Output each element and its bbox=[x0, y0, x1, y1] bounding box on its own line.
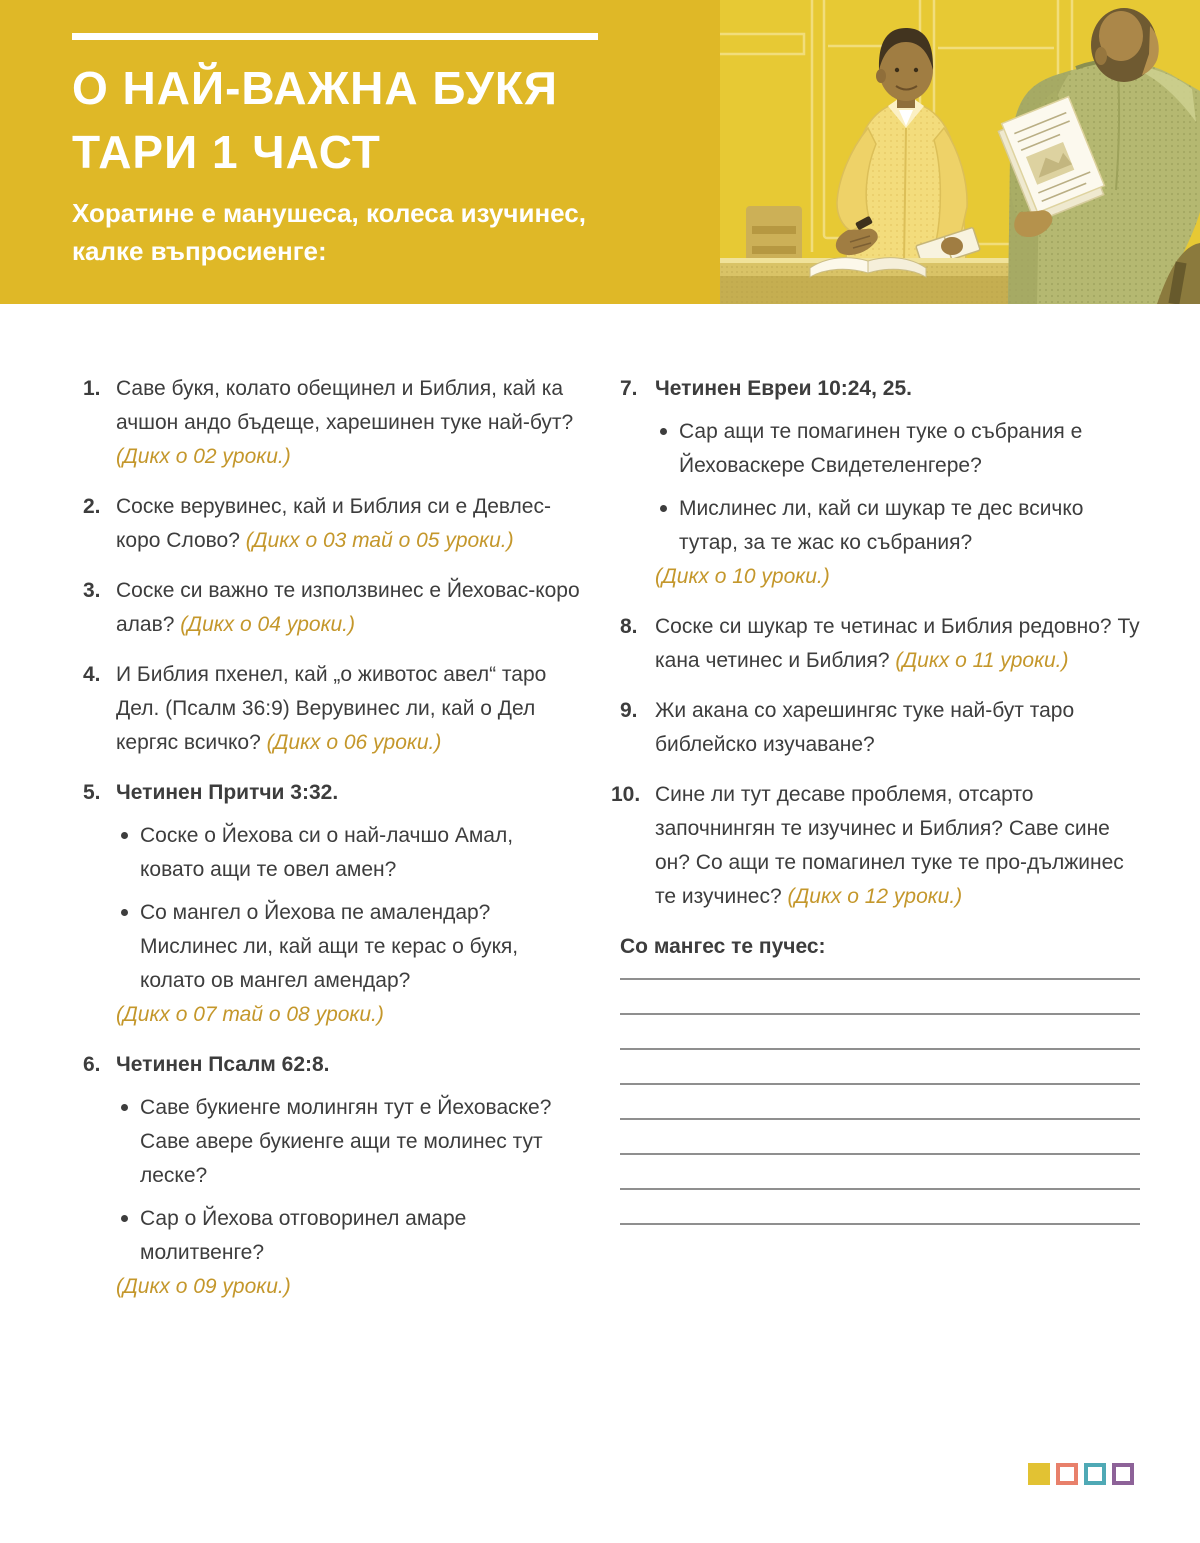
bullet-item bbox=[116, 896, 583, 998]
question-number: 10. bbox=[611, 783, 641, 806]
bullet-text: Сар ащи те помагинен туке о събрания е Йеховаскере Свидетеленгере? bbox=[679, 420, 1083, 477]
page-subtitle-line2: калке въпросиенге: bbox=[72, 236, 327, 266]
note-line bbox=[620, 980, 1140, 1015]
question-heading: Четинен Псалм 62:8. bbox=[116, 1053, 330, 1076]
question-item-4 bbox=[83, 658, 583, 760]
question-number: 1. bbox=[83, 377, 101, 400]
bullet-item bbox=[116, 1202, 583, 1270]
page-subtitle bbox=[72, 194, 586, 270]
question-number: 2. bbox=[83, 495, 101, 518]
note-line bbox=[620, 1190, 1140, 1225]
bullet-dot bbox=[121, 909, 128, 916]
question-heading: Четинен Евреи 10:24, 25. bbox=[655, 377, 912, 400]
page-title-line2: ТАРИ 1 ЧАСТ bbox=[72, 126, 381, 178]
question-item-9 bbox=[620, 694, 1140, 762]
page-marker-outline-teal bbox=[1084, 1463, 1106, 1485]
question-text: Соске си шукар те четинас и Библия редовно? Ту кана четинес и Библия? (Дикх о 11 уроки.) bbox=[655, 615, 1140, 672]
notes-ruled-lines bbox=[620, 964, 1140, 1225]
lesson-reference: (Дикх о 09 уроки.) bbox=[116, 1275, 291, 1298]
lesson-reference: (Дикх о 06 уроки.) bbox=[266, 731, 442, 754]
question-text: Жи акана со харешингяс туке най-бут таро библейско изучаване? bbox=[655, 699, 1075, 756]
book-hand bbox=[941, 237, 963, 255]
question-text: И Библия пхенел, кай „о животос авел“ таро Дел. (Псалм 36:9) Верувинес ли, кай о Дел кергяс всичко? (Дикх о 06 уроки.) bbox=[116, 663, 547, 754]
note-line bbox=[620, 1015, 1140, 1050]
ear bbox=[876, 69, 886, 83]
bullet-dot bbox=[121, 832, 128, 839]
question-number: 3. bbox=[83, 579, 101, 602]
lesson-reference: (Дикх о 07 тай о 08 уроки.) bbox=[116, 1003, 384, 1026]
page-marker-outline-purple bbox=[1112, 1463, 1134, 1485]
question-number: 6. bbox=[83, 1053, 101, 1076]
question-text: Сине ли тут десаве проблемя, отсарто започнингян те изучинес и Библия? Саве сине он? Со ащи те помагинел туке те про-дължинес те изучинес? (Дикх о 12 уроки.) bbox=[655, 783, 1124, 908]
question-text: Саве букя, колато обещинел и Библия, кай ка ачшон андо бъдеще, харешинен туке най-бут? (Дикх о 02 уроки.) bbox=[116, 377, 574, 468]
lesson-reference: (Дикх о 03 тай о 05 уроки.) bbox=[245, 529, 514, 552]
question-item-6 bbox=[83, 1048, 583, 1304]
lesson-reference: (Дикх о 10 уроки.) bbox=[655, 565, 830, 588]
bullet-item bbox=[116, 1091, 583, 1193]
question-item-5 bbox=[83, 776, 583, 1032]
header-rule bbox=[72, 33, 598, 40]
question-item-10 bbox=[611, 778, 1140, 914]
page-title bbox=[72, 56, 558, 184]
page-marker-filled bbox=[1028, 1463, 1050, 1485]
bullet-text: Мислинес ли, кай си шукар те дес всичко тутар, за те жас ко събрания? bbox=[679, 497, 1084, 554]
question-item-8 bbox=[620, 610, 1140, 678]
question-item-7 bbox=[620, 372, 1140, 594]
questions-column-left bbox=[83, 372, 583, 1320]
notes-heading: Со мангес те пучес: bbox=[620, 935, 826, 958]
question-number: 7. bbox=[620, 377, 638, 400]
bullet-text: Соске о Йехова си о най-лачшо Амал, ковато ащи те овел амен? bbox=[140, 824, 514, 881]
page-subtitle-line1: Хоратине е манушеса, колеса изучинес, bbox=[72, 198, 586, 228]
questions-column-right bbox=[611, 372, 1140, 1225]
header-band bbox=[0, 0, 1200, 304]
bullet-item bbox=[655, 492, 1140, 560]
bullet-dot bbox=[121, 1215, 128, 1222]
bullet-dot bbox=[121, 1104, 128, 1111]
notes-section bbox=[620, 930, 1140, 1225]
ear-back bbox=[1095, 47, 1107, 65]
question-heading: Четинен Притчи 3:32. bbox=[116, 781, 339, 804]
study-illustration bbox=[720, 0, 1200, 304]
question-number: 5. bbox=[83, 781, 101, 804]
lesson-reference: (Дикх о 04 уроки.) bbox=[180, 613, 355, 636]
bullet-dot bbox=[660, 505, 667, 512]
question-number: 4. bbox=[83, 663, 101, 686]
question-item-3 bbox=[83, 574, 583, 642]
lesson-reference: (Дикх о 11 уроки.) bbox=[895, 649, 1069, 672]
bullet-item bbox=[655, 415, 1140, 483]
bullet-text: Сар о Йехова отговоринел амаре молитвенге? bbox=[140, 1207, 467, 1264]
note-line bbox=[620, 1050, 1140, 1085]
lesson-reference: (Дикх о 12 уроки.) bbox=[787, 885, 963, 908]
note-line bbox=[620, 1085, 1140, 1120]
question-text: Соске верувинес, кай и Библия си е Девлес-коро Слово? (Дикх о 03 тай о 05 уроки.) bbox=[116, 495, 551, 552]
question-item-1 bbox=[83, 372, 583, 474]
page-marker-outline-coral bbox=[1056, 1463, 1078, 1485]
question-item-2 bbox=[83, 490, 583, 558]
note-line bbox=[620, 964, 1140, 980]
bullet-dot bbox=[660, 428, 667, 435]
bullet-item bbox=[116, 819, 583, 887]
note-line bbox=[620, 1155, 1140, 1190]
question-number: 9. bbox=[620, 699, 638, 722]
page-title-line1: О НАЙ-ВАЖНА БУКЯ bbox=[72, 62, 558, 114]
question-text: Соске си важно те използвинес е Йеховас-коро алав? (Дикх о 04 уроки.) bbox=[116, 579, 580, 636]
bullet-text: Со мангел о Йехова пе амалендар? Мислинес ли, кай ащи те керас о букя, колато ов мангел амендар? bbox=[140, 901, 519, 992]
bullet-text: Саве букиенге молингян тут е Йеховаске? Саве авере букиенге ащи те молинес тут леске? bbox=[140, 1096, 552, 1187]
page-progress-markers bbox=[1028, 1463, 1134, 1485]
question-number: 8. bbox=[620, 615, 638, 638]
lesson-reference: (Дикх о 02 уроки.) bbox=[116, 445, 291, 468]
note-line bbox=[620, 1120, 1140, 1155]
